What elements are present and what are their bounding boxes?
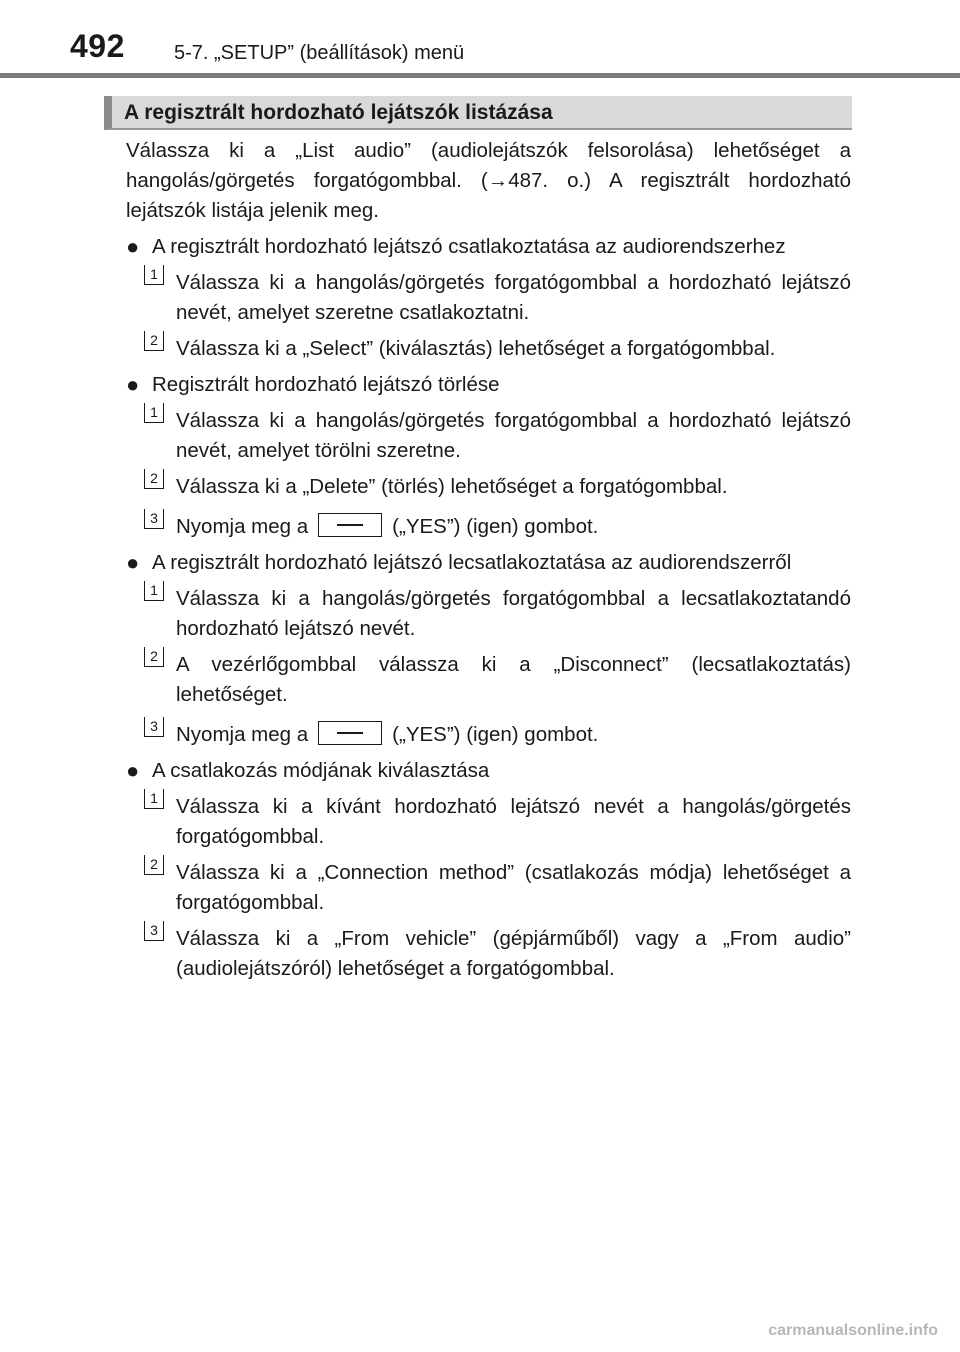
bullet-dot-icon: ● [126,758,140,783]
chapter-title: 5-7. „SETUP” (beállítások) menü [174,42,465,64]
step-item [126,334,851,364]
step-item [126,720,851,750]
step-number: 1 [144,403,164,423]
step-number: 2 [144,647,164,667]
header-rule [0,73,960,78]
bullet-item [126,548,851,578]
step-text: Válassza ki a „Connection method” (csatlakozás módja) lehetőséget a forgatógombbal. [176,861,851,914]
bullet-text: A csatlakozás módjának kiválasztása [152,759,490,782]
bullet-text: Regisztrált hordozható lejátszó törlése [152,373,500,396]
step-number: 1 [144,581,164,601]
step-item [126,406,851,466]
step-text: Válassza ki a „From vehicle” (gépjárműből) vagy a „From audio” (audiolejátszóról) lehetőséget a forgatógombbal. [176,927,851,980]
button-key-icon [318,721,382,745]
step-text: Válassza ki a hangolás/görgetés forgatógombbal a hordozható lejátszó nevét, amelyet szeretne csatlakoztatni. [176,271,851,324]
step-text: Válassza ki a „Delete” (törlés) lehetőséget a forgatógombbal. [176,475,728,498]
step-item [126,512,851,542]
section-title: A regisztrált hordozható lejátszók listázása [124,101,553,124]
step-text-post: („YES”) (igen) gombot. [392,723,599,746]
step-number: 3 [144,921,164,941]
bullet-dot-icon: ● [126,372,140,397]
section-heading [104,96,852,130]
step-text: A vezérlőgombbal válassza ki a „Disconnect” (lecsatlakoztatás) lehetőséget. [176,653,851,706]
bullet-text: A regisztrált hordozható lejátszó csatlakoztatása az audiorendszerhez [152,235,786,258]
step-item [126,858,851,918]
step-text-post: („YES”) (igen) gombot. [392,515,599,538]
step-number: 2 [144,331,164,351]
step-number: 2 [144,855,164,875]
step-text-pre: Nyomja meg a [176,515,309,538]
bullet-dot-icon: ● [126,234,140,259]
step-number: 1 [144,265,164,285]
step-item [126,924,851,984]
step-number: 3 [144,509,164,529]
step-number: 2 [144,469,164,489]
bullet-text: A regisztrált hordozható lejátszó lecsatlakoztatása az audiorendszerről [152,551,792,574]
page-header [0,0,960,80]
step-text: Válassza ki a hangolás/görgetés forgatógombbal a hordozható lejátszó nevét, amelyet törölni szeretne. [176,409,851,462]
step-text: Válassza ki a „Select” (kiválasztás) lehetőséget a forgatógombbal. [176,337,776,360]
step-item [126,792,851,852]
bullet-item [126,370,851,400]
step-text-pre: Nyomja meg a [176,723,309,746]
step-number: 3 [144,717,164,737]
content [126,136,851,990]
step-number: 1 [144,789,164,809]
step-item [126,268,851,328]
step-item [126,472,851,502]
step-item [126,650,851,710]
watermark: carmanualsonline.info [768,1322,938,1339]
step-text: Válassza ki a kívánt hordozható lejátszó nevét a hangolás/görgetés forgatógombbal. [176,795,851,848]
page-number: 492 [70,28,125,64]
step-item [126,584,851,644]
bullet-dot-icon: ● [126,550,140,575]
step-text: Válassza ki a hangolás/görgetés forgatógombbal a lecsatlakoztatandó hordozható lejátszó nevét. [176,587,851,640]
bullet-item [126,756,851,786]
bullet-item [126,232,851,262]
button-key-icon [318,513,382,537]
intro-paragraph: Válassza ki a „List audio” (audiolejátszók felsorolása) lehetőséget a hangolás/görgetés forgatógombbal. (→487. o.) A regisztrált hordozható lejátszók listája jelenik meg. [126,139,851,222]
